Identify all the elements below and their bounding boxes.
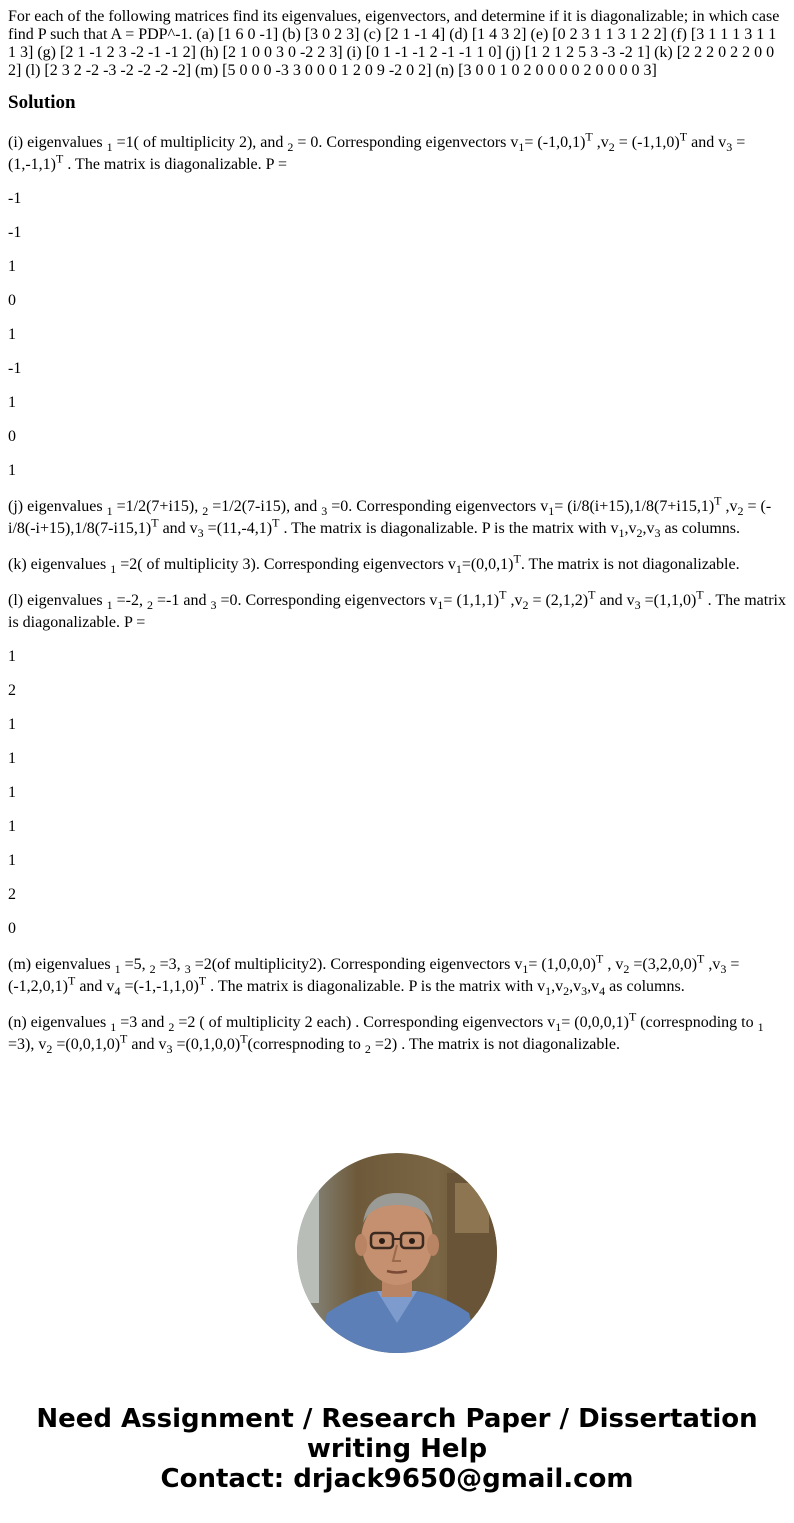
matrix-entry: 1 [8, 258, 16, 275]
matrix-entry: 0 [8, 428, 16, 445]
promo-line-2: writing Help [306, 1434, 488, 1464]
solution-heading: Solution [8, 92, 76, 113]
matrix-entry: -1 [8, 190, 22, 207]
part-j-text: (j) eigenvalues $_1$ =1/2(7+i15), $_2$ =1/2(7-i15), and $_3$ =0. Corresponding eigenvectors $v_1= (i/8(i+15),1/8(7+i15,1)^T$ $,v_2 = (-i/8(-i+15),1/8(7-i15,1)^T$ and $v_3 =(11,-4,1)^T$ . The matrix is diagonalizable. P is the matrix with $v_1,v_2,v_3$ as columns. [8, 493, 772, 541]
part-l-text: (l) eigenvalues $_1$ =-2, $_2$ =-1 and $_3$ =0. Corresponding eigenvectors $v_1= (1,1,1)^T$ $,v_2 = (2,1,2)^T$ and $v_3 =(1,1,0)^T$ . The matrix is diagonalizable. P = [8, 587, 786, 631]
matrix-entry: 1 [8, 326, 16, 343]
promo-banner [0, 1404, 794, 1494]
matrix-entry: -1 [8, 360, 22, 377]
part-m-text: (m) eigenvalues $_1$ =5, $_2$ =3, $_3$ =2(of multiplicity2). Corresponding eigenvectors $v_1= (1,0,0,0)^T$ , $v_2 =(3,2,0,0)^T$ $,v_3 = (-1,2,0,1)^T$ and $v_4 =(-1,-1,1,0)^T$ . The matrix is diagonalizable. P is the matrix with $v_1,v_2,v_3,v_4$ as columns. [8, 951, 740, 999]
matrix-entry: 0 [8, 920, 16, 937]
portrait-image [297, 1153, 497, 1353]
matrix-entry: 1 [8, 648, 16, 665]
matrix-entry: 1 [8, 394, 16, 411]
part-n-text: (n) eigenvalues $_1$ =3 and $_2$ =2 ( of multiplicity 2 each) . Corresponding eigenvectors $v_1= (0,0,0,1)^T$ (correspnoding to $_1$ =3), $v_2 =(0,0,1,0)^T$ and $v_3$ $=(0,1,0,0)^T(correspnoding$ to $_2$ =2) . The matrix is not diagonalizable. [8, 1009, 764, 1057]
matrix-entry: 1 [8, 750, 16, 767]
author-photo [297, 1153, 497, 1353]
question-text: For each of the following matrices find its eigenvalues, eigenvectors, and determine if it is diagonalizable; in which case find P such that A = PDP^-1. (a) [1 6 0 -1] (b) [3 0 2 3] (c) [2 1 -1 4] (d) [1 4 3 2] (e) [0 2 3 1 1 3 1 2 2] (f) [3 1 1 1 3 1 1 1 3] (g) [2 1 -1 2 3 -2 -1 -1 2] (h) [2 1 0 0 3 0 -2 2 3] (i) [0 1 -1 -1 2 -1 -1 1 0] (j) [1 2 1 2 5 3 -3 -2 1] (k) [2 2 2 0 2 2 0 0 2] (l) [2 3 2 -2 -3 -2 -2 -2 -2] (m) [5 0 0 0 -3 3 0 0 0 1 2 0 9 -2 0 2] (n) [3 0 0 1 0 2 0 0 0 0 2 0 0 0 0 3] [8, 8, 780, 79]
matrix-entry: -1 [8, 224, 22, 241]
matrix-entry: 1 [8, 818, 16, 835]
matrix-entry: 0 [8, 292, 16, 309]
matrix-entry: 1 [8, 716, 16, 733]
matrix-entry: 1 [8, 784, 16, 801]
part-k-text: (k) eigenvalues $_1$ =2( of multiplicity 3). Corresponding eigenvectors $v_1=(0,0,1)^T$. The matrix is not diagonalizable. [8, 551, 740, 577]
matrix-entry: 2 [8, 682, 16, 699]
matrix-i [8, 190, 786, 480]
part-i-text: (i) eigenvalues $_1$ =1( of multiplicity 2), and $_2$ = 0. Corresponding eigenvectors $v_1= (-1,0,1)^T$ $,v_2 = (-1,1,0)^T$ and $v_3 = (1,-1,1)^T$ . The matrix is diagonalizable. P = [8, 129, 746, 173]
matrix-entry: 1 [8, 462, 16, 479]
promo-contact[interactable]: Contact: drjack9650@gmail.com [160, 1464, 634, 1494]
matrix-entry: 1 [8, 852, 16, 869]
promo-line-1: Need Assignment / Research Paper / Dissertation [36, 1404, 758, 1434]
matrix-entry: 2 [8, 886, 16, 903]
matrix-l [8, 648, 786, 938]
